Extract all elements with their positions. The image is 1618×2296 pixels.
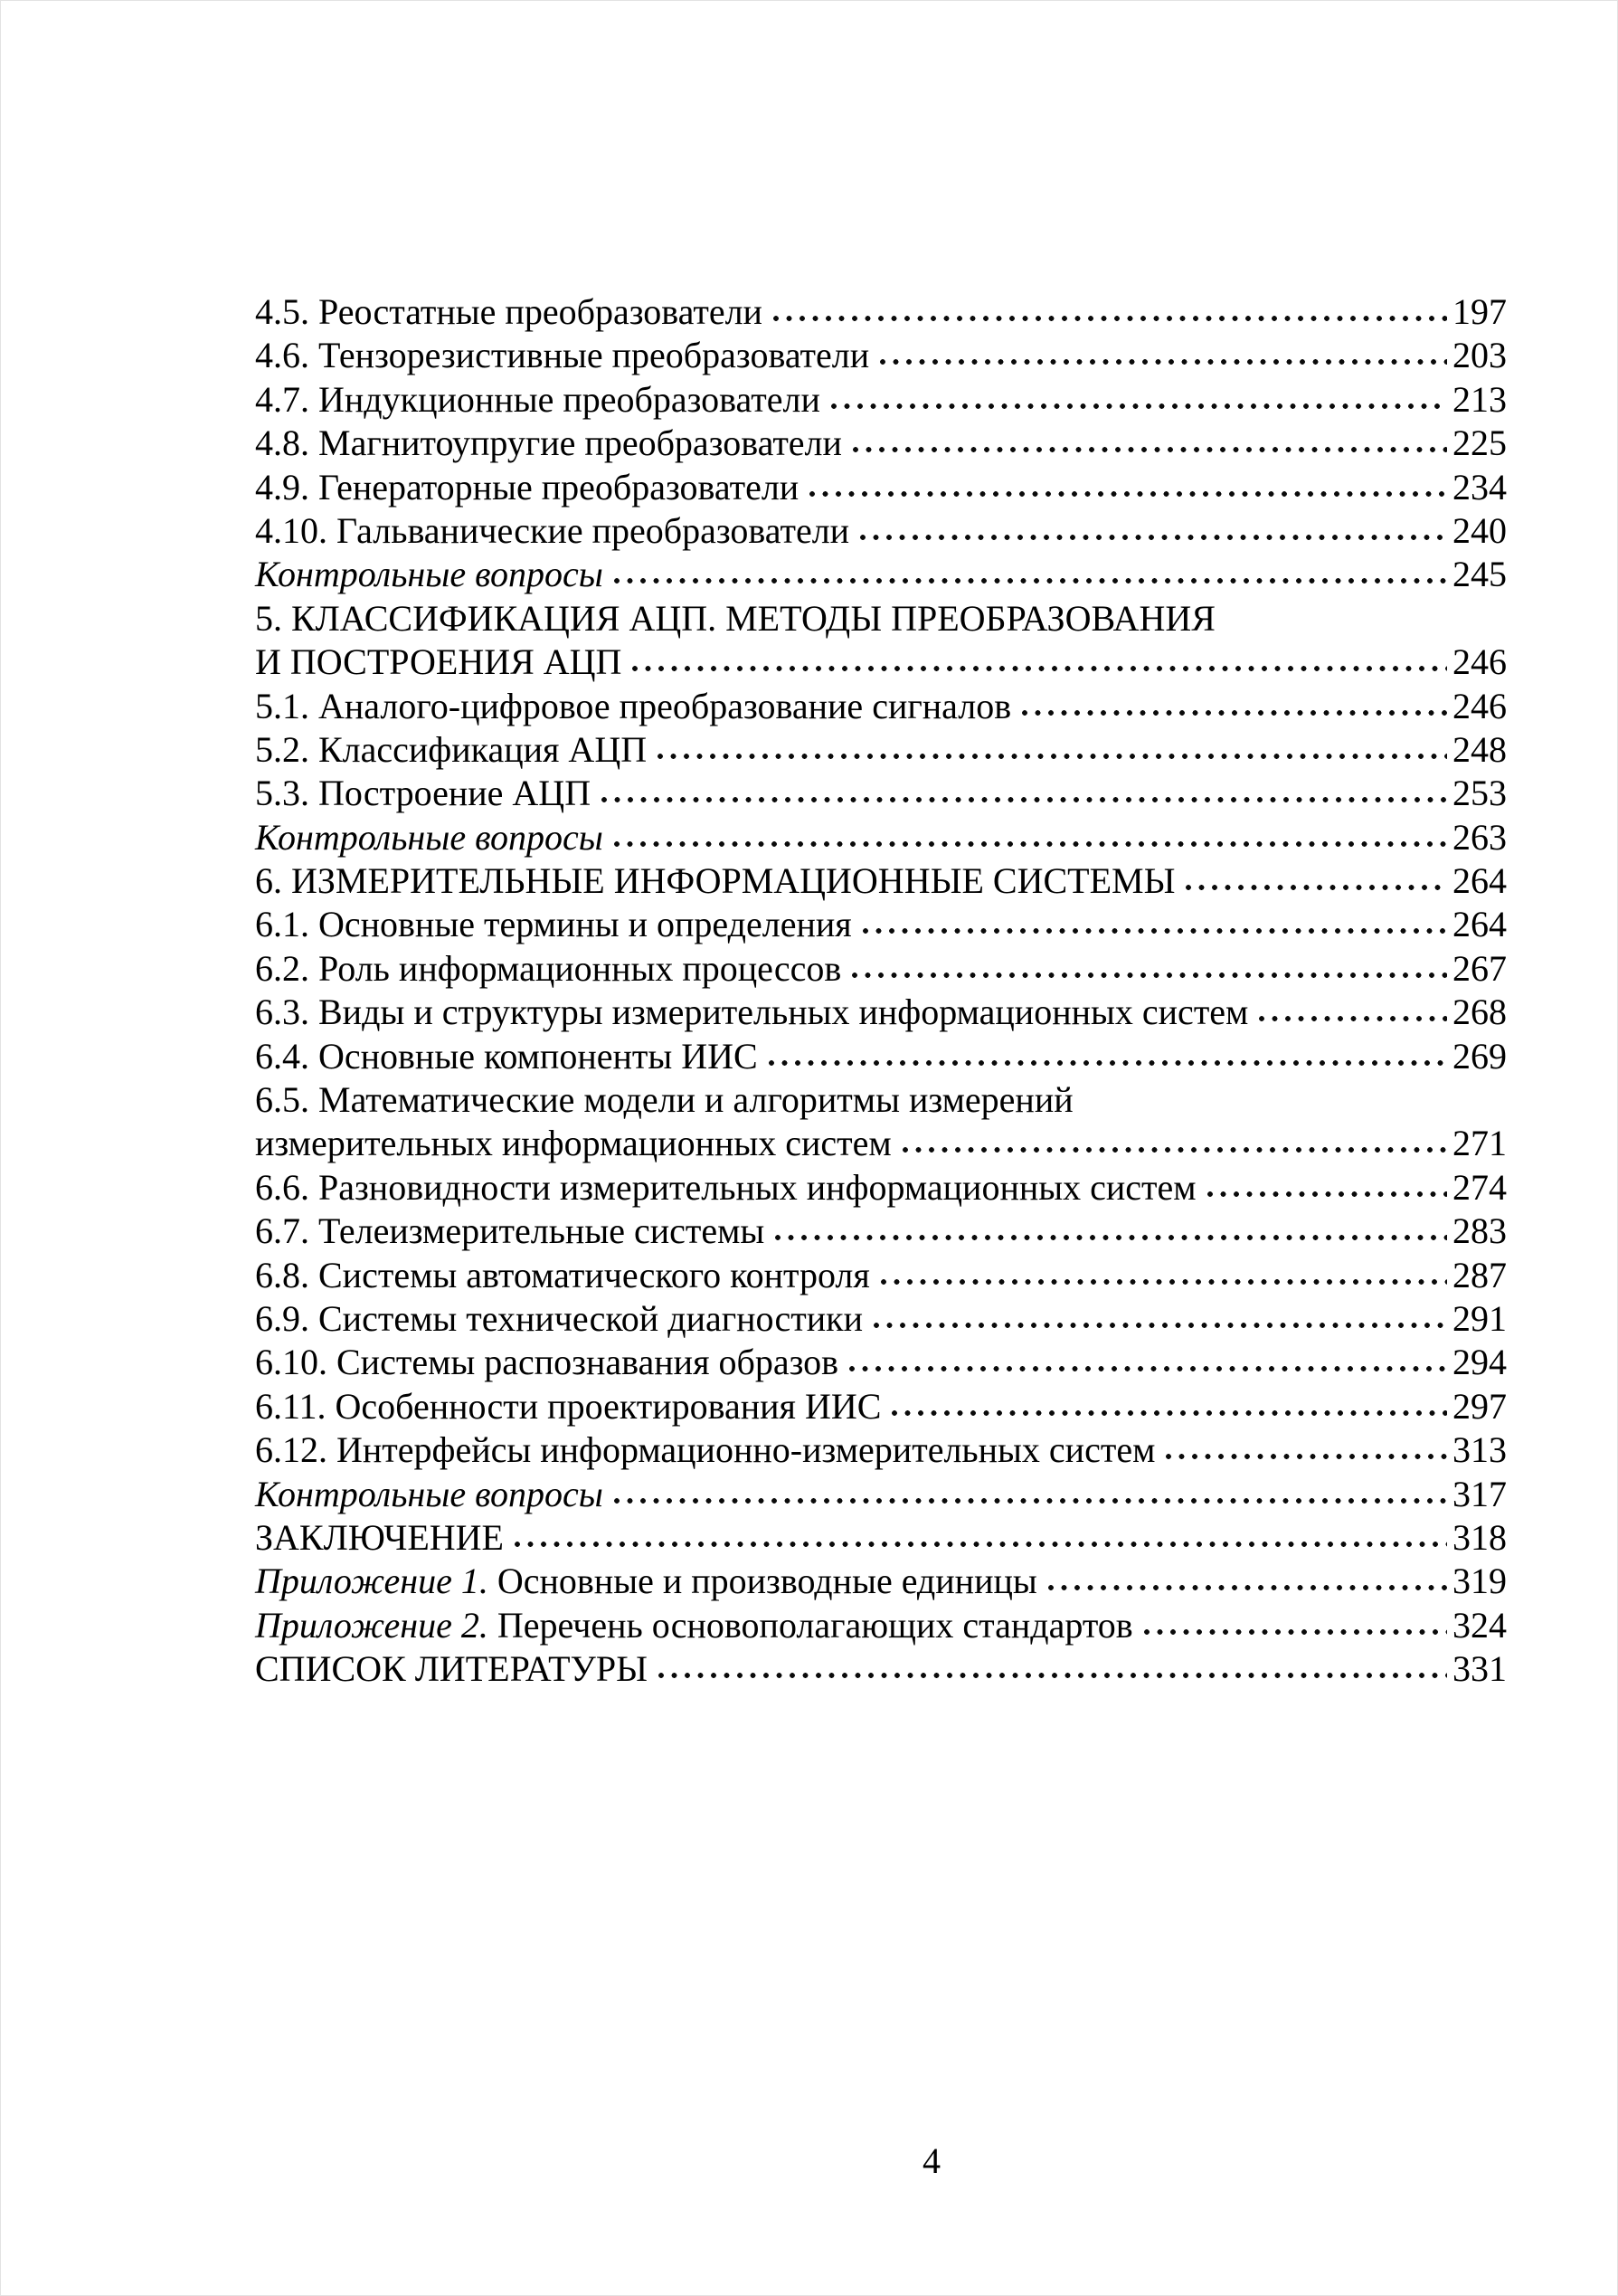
toc-entry-title: 6.7. Телеизмерительные системы [255, 1210, 765, 1252]
toc-entry-title: 5.1. Аналого-цифровое преобразование сигналов [255, 685, 1012, 726]
toc-entry [255, 1297, 1507, 1341]
dot-leader [1140, 1628, 1447, 1636]
toc-entry-page: 271 [1452, 1123, 1507, 1164]
toc-entry-title: 6.8. Системы автоматического контроля [255, 1254, 870, 1295]
toc-entry-page: 245 [1452, 554, 1507, 595]
toc-entry-title: 6. ИЗМЕРИТЕЛЬНЫЕ ИНФОРМАЦИОННЫЕ СИСТЕМЫ [255, 860, 1176, 902]
toc-entry-page: 317 [1452, 1473, 1507, 1514]
toc-entry-page: 246 [1452, 641, 1507, 683]
toc-entry-page: 197 [1452, 291, 1507, 332]
dot-leader [1162, 1453, 1447, 1460]
toc-entry-title: 5. КЛАССИФИКАЦИЯ АЦП. МЕТОДЫ ПРЕОБРАЗОВАНИЯ [255, 597, 1216, 639]
dot-leader [828, 403, 1447, 410]
dot-leader [848, 972, 1447, 979]
dot-leader [1255, 1015, 1447, 1022]
toc-entry-page: 291 [1452, 1297, 1507, 1339]
toc-entry [255, 640, 1507, 684]
toc-entry [255, 816, 1507, 859]
toc-entry-title: 4.8. Магнитоупругие преобразователи [255, 422, 842, 464]
toc-entry-title: Приложение 1. Основные и производные единицы [255, 1561, 1037, 1602]
dot-leader [770, 315, 1447, 322]
toc-entry [255, 466, 1507, 509]
toc-entry-title: 4.6. Тензорезистивные преобразователи [255, 335, 870, 376]
toc-entry-title: 6.9. Системы технической диагностики [255, 1297, 864, 1339]
toc-entry-page: 313 [1452, 1429, 1507, 1471]
dot-leader [654, 753, 1447, 760]
dot-leader [511, 1541, 1447, 1548]
toc-entry-page: 234 [1452, 466, 1507, 508]
toc-entry-title: 4.9. Генераторные преобразователи [255, 466, 800, 508]
toc-entry-title: ЗАКЛЮЧЕНИЕ [255, 1516, 504, 1558]
toc-entry-title: 6.3. Виды и структуры измерительных информационных систем [255, 991, 1249, 1033]
toc-entry-page: 268 [1452, 991, 1507, 1033]
toc-entry [255, 509, 1507, 553]
toc-entry-page: 248 [1452, 728, 1507, 770]
toc-entry [255, 422, 1507, 465]
toc-entry [255, 334, 1507, 377]
toc-entry-page: 287 [1452, 1254, 1507, 1295]
toc-entry [255, 1604, 1507, 1647]
toc-entry [255, 859, 1507, 903]
toc-entry-title: Приложение 2. Перечень основополагающих стандартов [255, 1604, 1133, 1646]
toc-entry-title: 6.4. Основные компоненты ИИС [255, 1035, 758, 1077]
toc-entry [255, 903, 1507, 946]
toc-entry [255, 553, 1507, 596]
toc-entry [255, 378, 1507, 422]
toc-entry-title: 6.6. Разновидности измерительных информационных систем [255, 1166, 1197, 1208]
dot-leader [1182, 884, 1447, 891]
toc-entry-page: 318 [1452, 1516, 1507, 1558]
toc-entry-title: 6.10. Системы распознавания образов [255, 1342, 839, 1383]
toc-entry-title: 6.11. Особенности проектирования ИИС [255, 1385, 882, 1427]
toc-entry [255, 947, 1507, 991]
toc-entry [255, 685, 1507, 728]
toc-entry-title: измерительных информационных систем [255, 1123, 892, 1164]
toc-entry [255, 991, 1507, 1034]
toc-entry-page: 283 [1452, 1210, 1507, 1252]
toc-entry-title: 6.2. Роль информационных процессов [255, 947, 842, 989]
toc-entry-title: 4.5. Реостатные преобразователи [255, 291, 762, 332]
toc-entry-page: 264 [1452, 860, 1507, 902]
toc-entry-page: 203 [1452, 335, 1507, 376]
toc-entry [255, 1254, 1507, 1297]
toc-entry-title: 6.12. Интерфейсы информационно-измерительных систем [255, 1429, 1156, 1471]
toc-entry-title: 5.3. Построение АЦП [255, 773, 591, 814]
toc-entry-page: 319 [1452, 1561, 1507, 1602]
toc-entry-page: 297 [1452, 1385, 1507, 1427]
dot-leader [876, 358, 1447, 365]
toc-entry [255, 1516, 1507, 1560]
toc-entry [255, 1078, 1507, 1122]
toc-entry-title: Контрольные вопросы [255, 554, 603, 595]
footer-page-number: 4 [923, 2140, 941, 2181]
toc-entry-page: 331 [1452, 1648, 1507, 1690]
toc-entry [255, 1647, 1507, 1691]
toc-entry [255, 597, 1507, 640]
toc-entry [255, 728, 1507, 772]
dot-leader [859, 927, 1447, 935]
toc-entry-title: СПИСОК ЛИТЕРАТУРЫ [255, 1648, 648, 1690]
dot-leader [856, 534, 1447, 541]
dot-leader [877, 1278, 1447, 1286]
dot-leader [610, 577, 1447, 584]
toc-entry-page: 253 [1452, 773, 1507, 814]
toc-entry-page: 269 [1452, 1035, 1507, 1077]
toc-entry-page: 267 [1452, 947, 1507, 989]
dot-leader [765, 1059, 1447, 1067]
toc-entry-title: Контрольные вопросы [255, 1473, 603, 1514]
toc-entry-page: 263 [1452, 816, 1507, 858]
toc-entry-page: 240 [1452, 509, 1507, 551]
toc-entry-title: Контрольные вопросы [255, 816, 603, 858]
toc-entry [255, 1428, 1507, 1472]
toc-entry-page: 274 [1452, 1166, 1507, 1208]
dot-leader [899, 1146, 1447, 1153]
dot-leader [870, 1322, 1447, 1329]
toc-entry-page: 324 [1452, 1604, 1507, 1646]
dot-leader [849, 446, 1447, 453]
toc-list [255, 290, 1507, 1692]
dot-leader [846, 1365, 1447, 1372]
toc-entry-title: 5.2. Классификация АЦП [255, 728, 648, 770]
toc-entry [255, 1210, 1507, 1253]
toc-entry [255, 1473, 1507, 1516]
dot-leader [1045, 1584, 1447, 1591]
dot-leader [888, 1409, 1447, 1417]
toc-entry-page: 246 [1452, 685, 1507, 726]
toc-entry-page: 213 [1452, 378, 1507, 420]
dot-leader [629, 665, 1447, 672]
dot-leader [610, 1497, 1447, 1504]
toc-entry [255, 1166, 1507, 1210]
toc-entry [255, 1560, 1507, 1603]
toc-entry-title: И ПОСТРОЕНИЯ АЦП [255, 641, 622, 683]
toc-entry [255, 1385, 1507, 1428]
toc-entry-page: 264 [1452, 904, 1507, 945]
toc-entry-title: 4.10. Гальванические преобразователи [255, 509, 850, 551]
toc-entry-title: 6.1. Основные термины и определения [255, 904, 852, 945]
dot-leader [771, 1234, 1447, 1241]
toc-entry [255, 1035, 1507, 1078]
toc-entry [255, 1122, 1507, 1165]
toc-entry [255, 1341, 1507, 1384]
toc-entry-page: 294 [1452, 1342, 1507, 1383]
dot-leader [1204, 1191, 1447, 1198]
dot-leader [598, 796, 1447, 803]
toc-entry-title: 4.7. Индукционные преобразователи [255, 378, 820, 420]
dot-leader [655, 1672, 1447, 1679]
toc-entry [255, 290, 1507, 334]
toc-entry-page: 225 [1452, 422, 1507, 464]
dot-leader [610, 840, 1447, 848]
dot-leader [806, 490, 1447, 498]
toc-entry [255, 772, 1507, 815]
toc-entry-title: 6.5. Математические модели и алгоритмы измерений [255, 1079, 1074, 1121]
dot-leader [1018, 709, 1447, 716]
